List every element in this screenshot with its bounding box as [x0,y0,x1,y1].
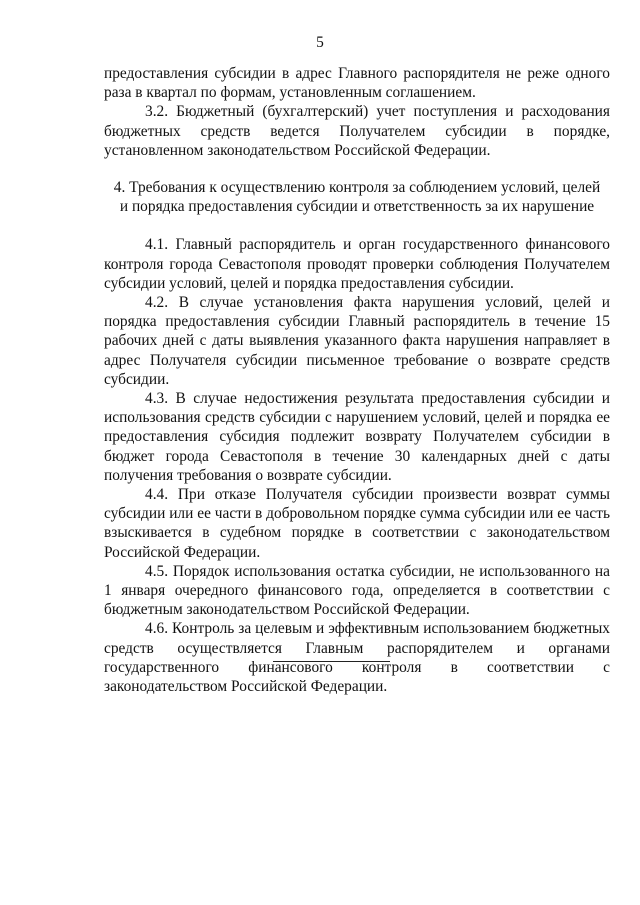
paragraph-4-6: 4.6. Контроль за целевым и эффективным использованием бюджетных средств осуществляется Главным распорядителем и органами государственного финансового контроля в соответствии с законодательством Российской Федерации. [104,620,610,696]
paragraph-4-1: 4.1. Главный распорядитель и орган государственного финансового контроля города Севастополя проводят проверки соблюдения Получателем субсидии условий, целей и порядка предоставления субсидии. [104,236,610,292]
section-4-heading-line-1: 4. Требования к осуществлению контроля за соблюдением условий, целей [113,179,601,197]
paragraph-3-1-continuation: предоставления субсидии в адрес Главного распорядителя не реже одного раза в квартал по формам, установленным соглашением. [104,65,610,102]
page-number: 5 [316,34,324,51]
end-of-document-rule [273,661,390,662]
paragraph-4-2: 4.2. В случае установления факта нарушения условий, целей и порядка предоставления субсидии Главный распорядитель в течение 15 рабочих дней с даты выявления указанного факта нарушения направляет в адрес Получателя субсидии письменное требование о возврате средств субсидии. [104,294,610,388]
paragraph-3-2: 3.2. Бюджетный (бухгалтерский) учет поступления и расходования бюджетных средств ведется Получателем субсидии в порядке, установленном законодательством Российской Федерации. [104,103,610,159]
paragraph-4-3: 4.3. В случае недостижения результата предоставления субсидии и использования средств субсидии с нарушением условий, целей и порядка ее предоставления субсидия подлежит возврату Получателем субсидии в бюджет города Севастополя в течение 30 календарных дней с даты получения требования о возврате субсидии. [104,390,610,484]
document-body [104,64,610,696]
paragraph-4-4: 4.4. При отказе Получателя субсидии произвести возврат суммы субсидии или ее части в добровольном порядке сумма субсидии или ее часть взыскивается в судебном порядке в соответствии с законодательством Российской Федерации. [104,486,610,561]
paragraph-4-5: 4.5. Порядок использования остатка субсидии, не использованного на 1 января очередного финансового года, определяется в соответствии с бюджетным законодательством Российской Федерации. [104,562,610,619]
section-4-heading [104,178,610,216]
section-4-heading-line-2: и порядка предоставления субсидии и ответственность за их нарушение [119,198,595,216]
